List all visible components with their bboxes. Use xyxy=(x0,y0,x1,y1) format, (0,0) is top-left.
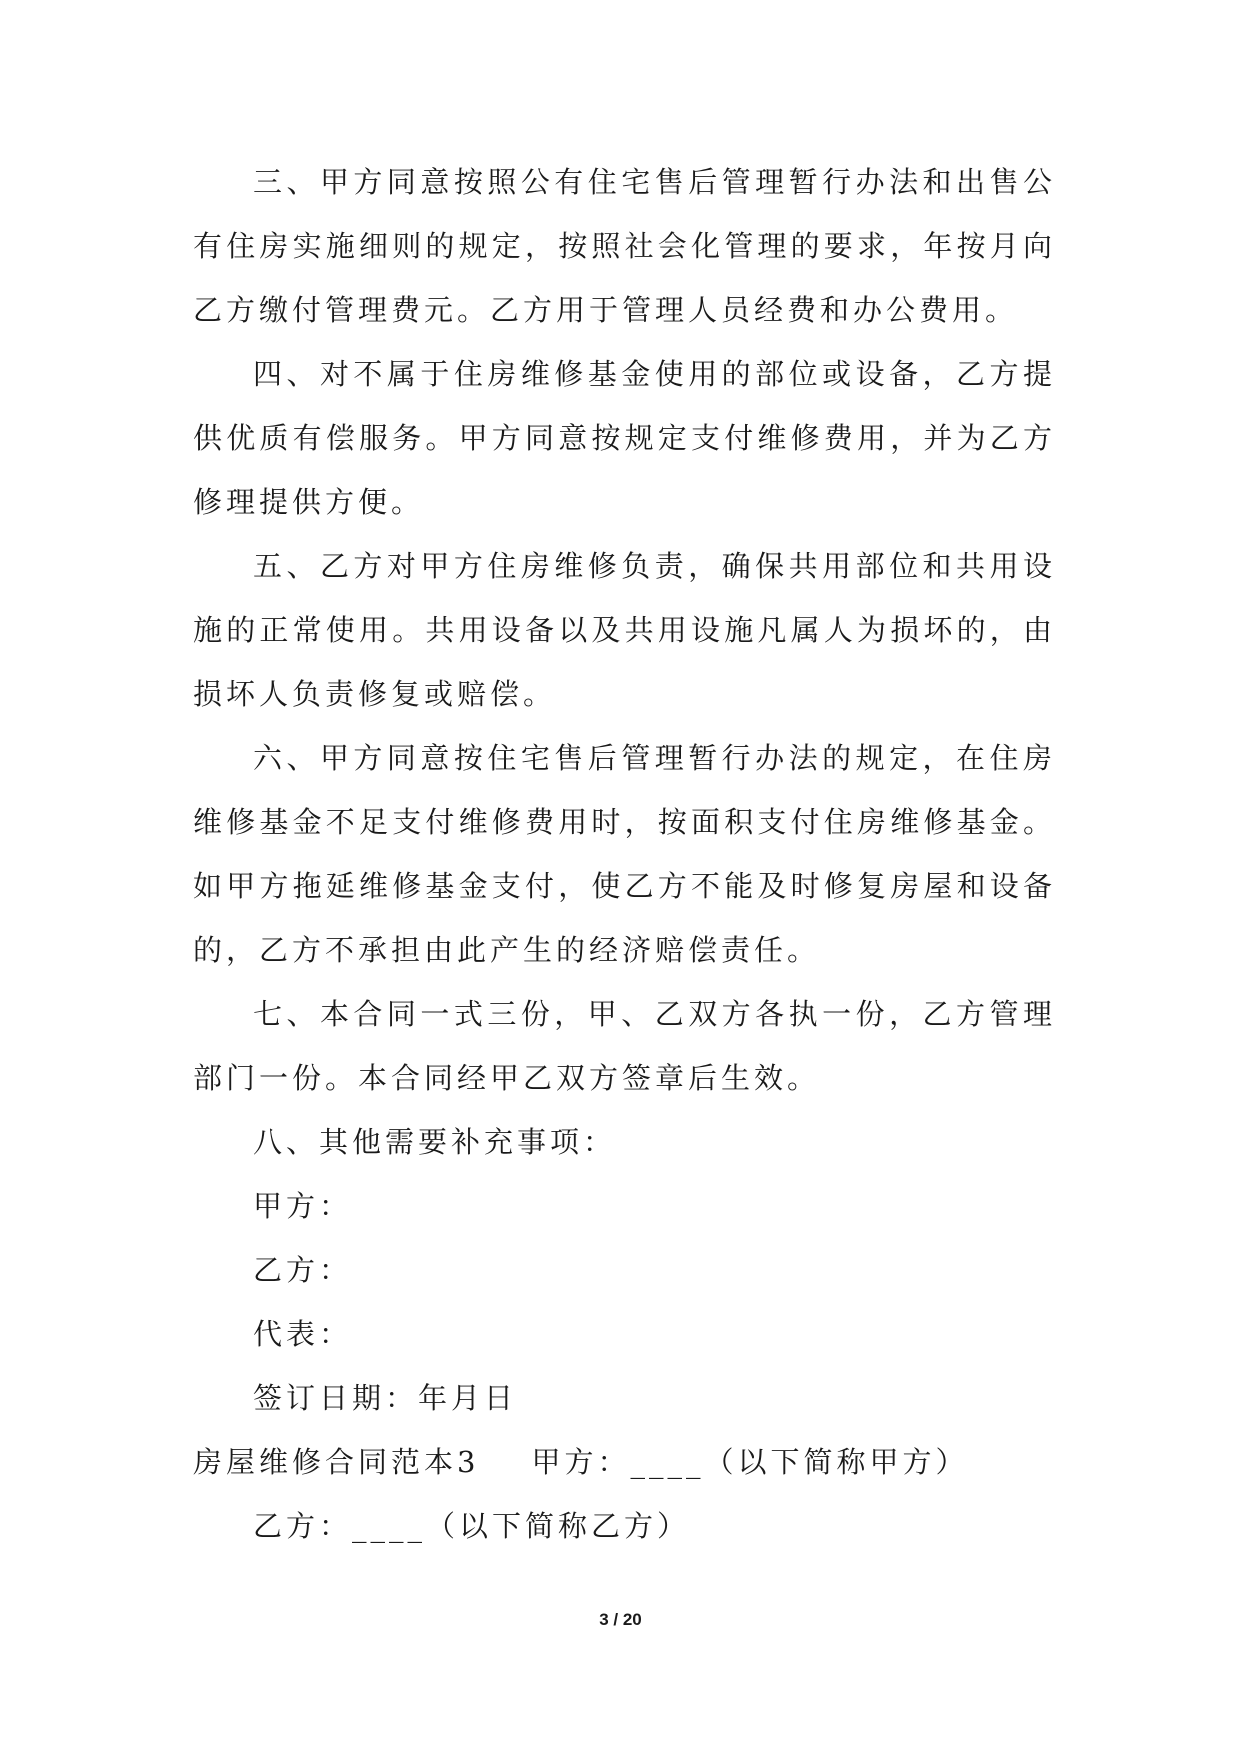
clause-5: 五、乙方对甲方住房维修负责，确保共用部位和共用设施的正常使用。共用设备以及共用设施凡属人为损坏的，由损坏人负责修复或赔偿。 xyxy=(193,549,1056,711)
clause-8: 八、其他需要补充事项： xyxy=(253,1125,617,1159)
signing-date-line: 签订日期：年月日 xyxy=(253,1381,518,1415)
representative-line: 代表： xyxy=(253,1317,353,1351)
next-contract-party-b: 乙方：____（以下简称乙方） xyxy=(253,1509,691,1543)
party-a-signature-line: 甲方： xyxy=(253,1189,353,1223)
next-contract-title: 房屋维修合同范本3 xyxy=(193,1445,480,1479)
clause-7: 七、本合同一式三份，甲、乙双方各执一份，乙方管理部门一份。本合同经甲乙双方签章后生效。 xyxy=(193,997,1056,1095)
document-body xyxy=(193,150,1056,1558)
clause-4: 四、对不属于住房维修基金使用的部位或设备，乙方提供优质有偿服务。甲方同意按规定支付维修费用，并为乙方修理提供方便。 xyxy=(193,357,1056,519)
clause-6: 六、甲方同意按住宅售后管理暂行办法的规定，在住房维修基金不足支付维修费用时，按面积支付住房维修基金。如甲方拖延维修基金支付，使乙方不能及时修复房屋和设备的，乙方不承担由此产生的经济赔偿责任。 xyxy=(193,741,1056,967)
next-contract-party-a: 甲方：____（以下简称甲方） xyxy=(531,1445,969,1479)
next-contract-heading-line xyxy=(193,1430,1056,1494)
party-b-signature-line: 乙方： xyxy=(253,1253,353,1287)
page-number: 3 / 20 xyxy=(599,1610,642,1629)
clause-3: 三、甲方同意按照公有住宅售后管理暂行办法和出售公有住房实施细则的规定，按照社会化管理的要求，年按月向乙方缴付管理费元。乙方用于管理人员经费和办公费用。 xyxy=(193,165,1056,327)
